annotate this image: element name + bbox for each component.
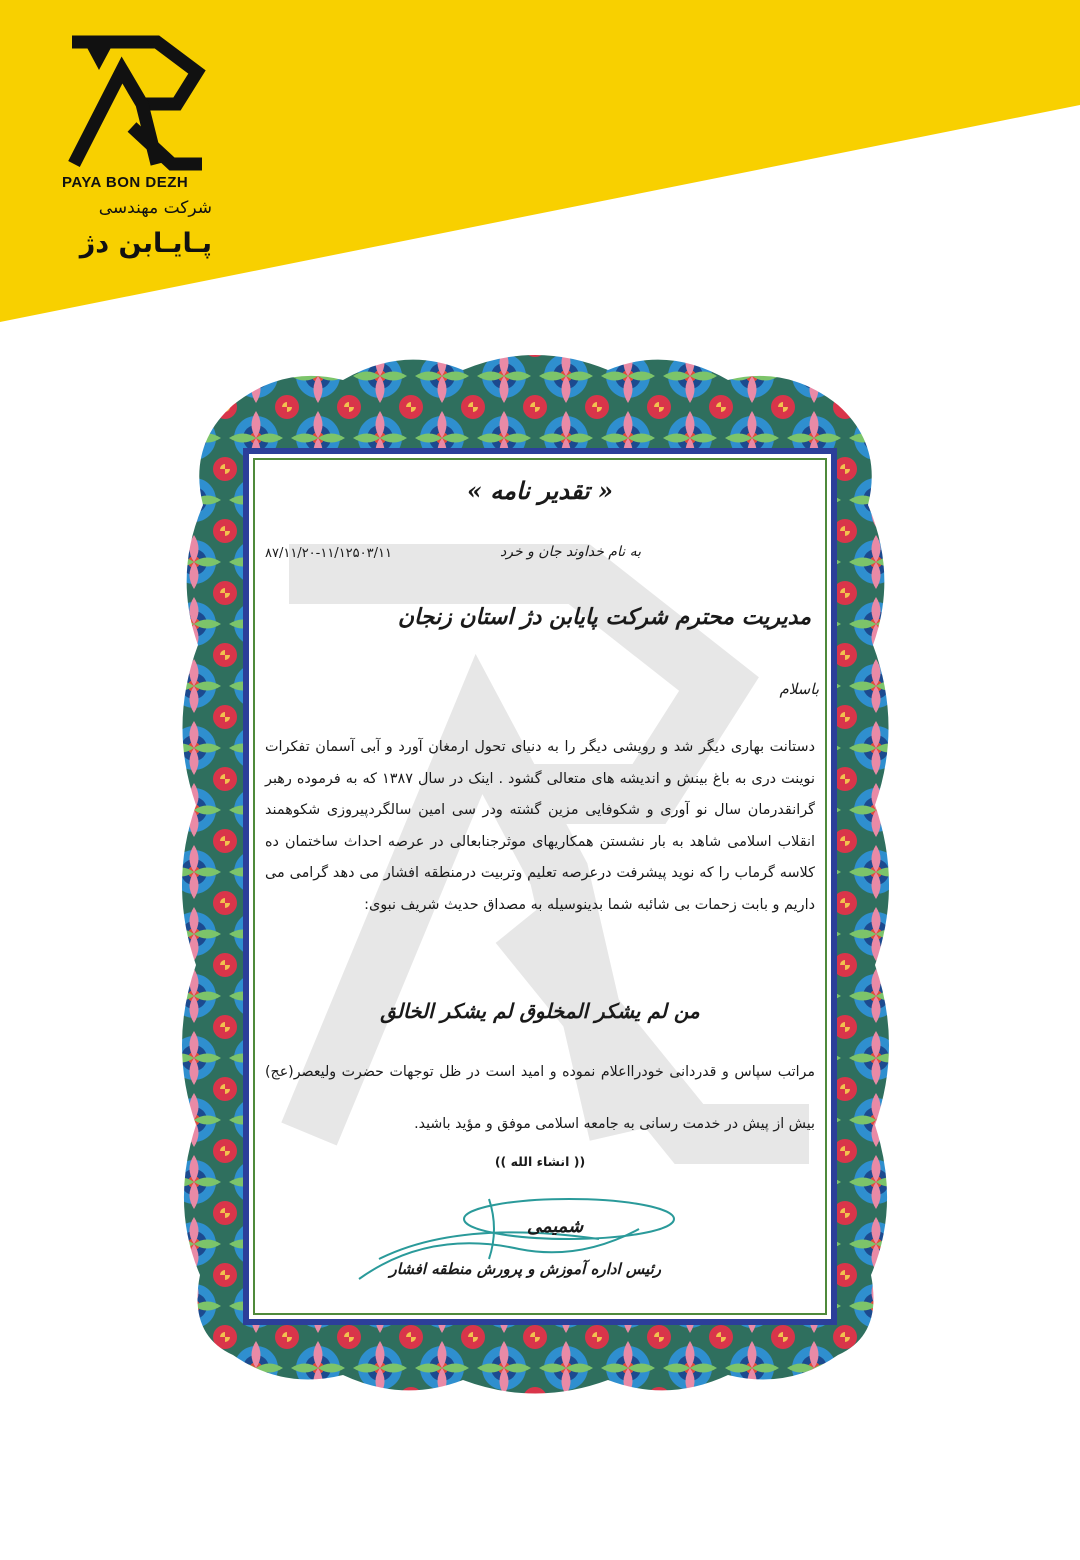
invocation: به نام خداوند جان و خرد (500, 544, 641, 560)
brand-subtitle-fa: شرکت مهندسی (98, 198, 212, 218)
inshallah: (( انشاء الله )) (494, 1154, 586, 1169)
certificate-body: دستانت بهاری دیگر شد و رویشی دیگر را به دنیای تحول ارمغان آورد و آبی آسمان تفکرات نوینت دری به باغ بینش و اندیشه های متعالی گشود . اینک در سال ۱۳۸۷ که به فرموده رهبر گرانقدرمان سال نو آوری و شکوفایی مزین گشته ودر سی امین سالگردپیروزی شکوهمند انقلاب اسلامی شاهد به بار نشستن همکاریهای موثرجنابعالی در عرصه احداث ساختمان ده کلاسه گرماب را که نوید پیشرفت درعرصه تعلیم وتربیت درمنطقه افشار می دهد گرامی می داریم و بابت زحمات بی شائبه شما بدینوسیله به مصداق حدیث شریف نبوی: (265, 739, 815, 913)
certificate-title: « تقدیر نامه » (466, 476, 614, 505)
recipient: مدیریت محترم شرکت پایابن دژ استان زنجان (397, 604, 811, 630)
certificate (163, 345, 908, 1405)
hadith-quote: من لم یشکر المخلوق لم یشکر الخالق (380, 999, 700, 1023)
brand-name-en: PAYA BON DEZH (62, 174, 189, 191)
salutation: باسلام (779, 680, 819, 698)
brand-name-fa: پـایـابن دژ (79, 228, 212, 259)
closing-text: مراتب سپاس و قدردانی خودرااعلام نموده و امید است در ظل توجهات حضرت ولیعصر(عج) بیش از پیش در خدمت رسانی به جامعه اسلامی موفق و مؤید باشید. (265, 1064, 815, 1132)
reference-number: ۸۷/۱۱/۲۰-۱۱/۱۲۵۰۳/۱۱ (265, 546, 392, 561)
signer-title: رئیس اداره آموزش و پرورش منطقه افشار (389, 1260, 661, 1278)
company-logo-icon (62, 32, 212, 172)
certificate-paper (243, 448, 837, 1325)
signer-name: شمیمی (526, 1216, 584, 1237)
